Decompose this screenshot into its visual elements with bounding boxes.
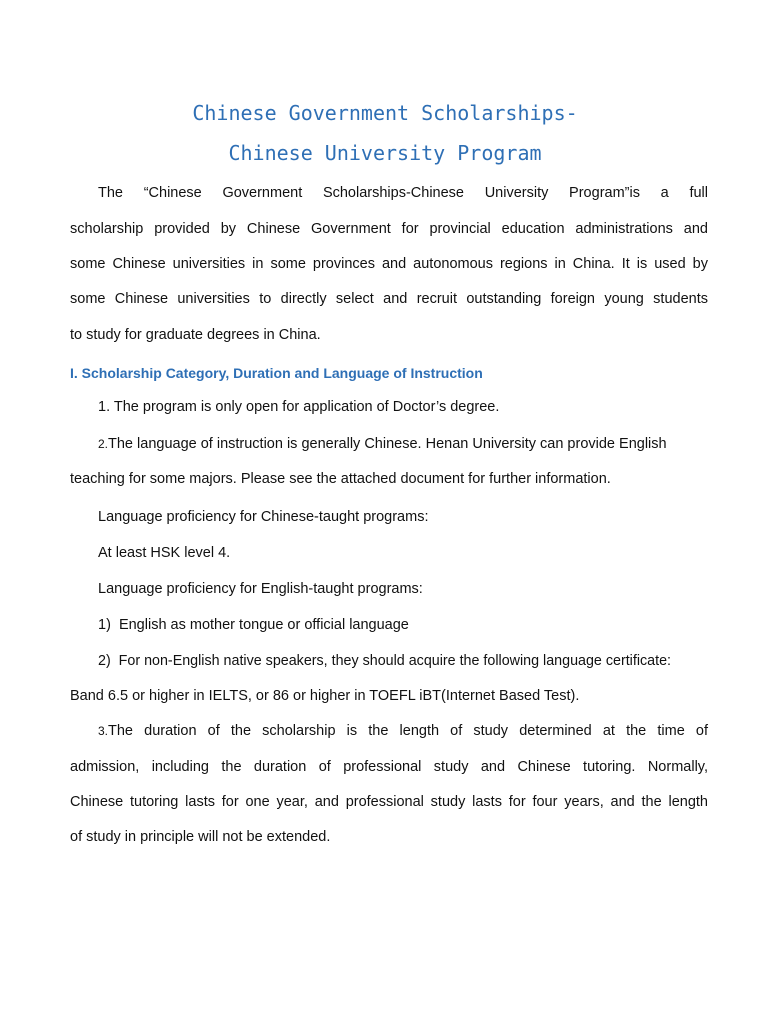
english-proficiency-label: Language proficiency for English-taught programs: [98, 581, 423, 597]
item-3-line-1 [98, 721, 708, 741]
section-heading: I. Scholarship Category, Duration and Language of Instruction [70, 365, 483, 381]
english-requirement-2-line-2: Band 6.5 or higher in IELTS, or 86 or higher in TOEFL iBT(Internet Based Test). [70, 688, 580, 704]
document-title-line-2: Chinese University Program [228, 141, 542, 165]
item-2-number: 2. [98, 437, 109, 451]
english-requirement-1: 1) English as mother tongue or official language [98, 617, 409, 633]
intro-line-4: some Chinese universities to directly select and recruit outstanding foreign young students [70, 291, 708, 307]
item-1: 1. The program is only open for application of Doctor’s degree. [98, 399, 500, 415]
item-2-text: The language of instruction is generally Chinese. Henan University can provide English [108, 436, 667, 452]
intro-line-2: scholarship provided by Chinese Government for provincial education administrations and [70, 221, 708, 237]
item-3-text: The duration of the scholarship is the length of study determined at the time of [108, 723, 708, 739]
item-3-line-3: Chinese tutoring lasts for one year, and professional study lasts for four years, and the length [70, 794, 708, 810]
document-title-line-1: Chinese Government Scholarships- [192, 101, 578, 125]
item-2-line-1 [98, 434, 667, 454]
item-3-number: 3. [98, 724, 109, 738]
item-3-line-2: admission, including the duration of professional study and Chinese tutoring. Normally, [70, 759, 708, 775]
english-requirement-2-line-1: 2) For non-English native speakers, they should acquire the following language certificate: [98, 653, 671, 669]
chinese-proficiency-requirement: At least HSK level 4. [98, 545, 231, 561]
chinese-proficiency-label: Language proficiency for Chinese-taught programs: [98, 509, 429, 525]
intro-line-5: to study for graduate degrees in China. [70, 327, 321, 343]
intro-line-3: some Chinese universities in some provinces and autonomous regions in China. It is used by [70, 256, 708, 272]
item-3-line-4: of study in principle will not be extended. [70, 829, 331, 845]
item-2-line-2: teaching for some majors. Please see the attached document for further information. [70, 471, 611, 487]
intro-line-1: The “Chinese Government Scholarships-Chinese University Program”is a full [98, 185, 708, 201]
